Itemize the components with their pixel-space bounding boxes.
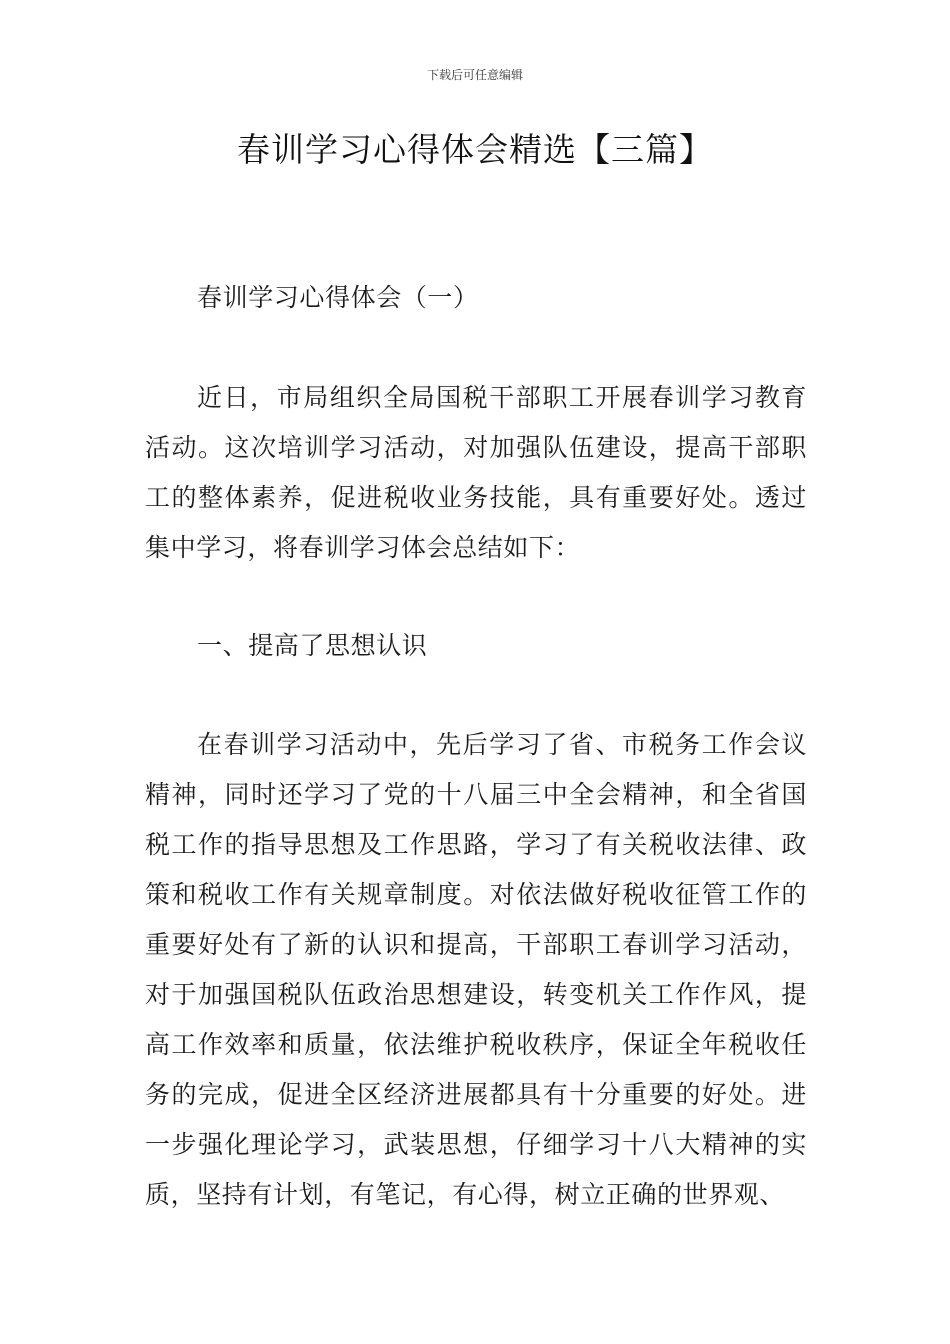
heading-improve-thinking: 一、提高了思想认识 <box>197 631 428 660</box>
section-title: 春训学习心得体会（一） <box>197 283 479 312</box>
document-title: 春训学习心得体会精选【三篇】 <box>237 130 713 169</box>
paragraph-study-details: 在春训学习活动中，先后学习了省、市税务工作会议精神，同时还学习了党的十八届三中全会精神，和全省国税工作的指导思想及工作思路，学习了有关税收法律、政策和税收工作有关规章制度。对依法做好税收征管工作的重要好处有了新的认识和提高，干部职工春训学习活动，对于加强国税队伍政治思想建设，转变机关工作作风，提高工作效率和质量，依法维护税收秩序，保证全年税收任务的完成，促进全区经济进展都具有十分重要的好处。进一步强化理论学习，武装思想，仔细学习十八大精神的实质，坚持有计划，有笔记，有心得，树立正确的世界观、 <box>145 730 807 1209</box>
header-note: 下载后可任意编辑 <box>426 68 523 82</box>
paragraph-intro: 近日，市局组织全局国税干部职工开展春训学习教育活动。这次培训学习活动，对加强队伍建设，提高干部职工的整体素养，促进税收业务技能，具有重要好处。透过集中学习，将春训学习体会总结如下： <box>145 383 807 562</box>
